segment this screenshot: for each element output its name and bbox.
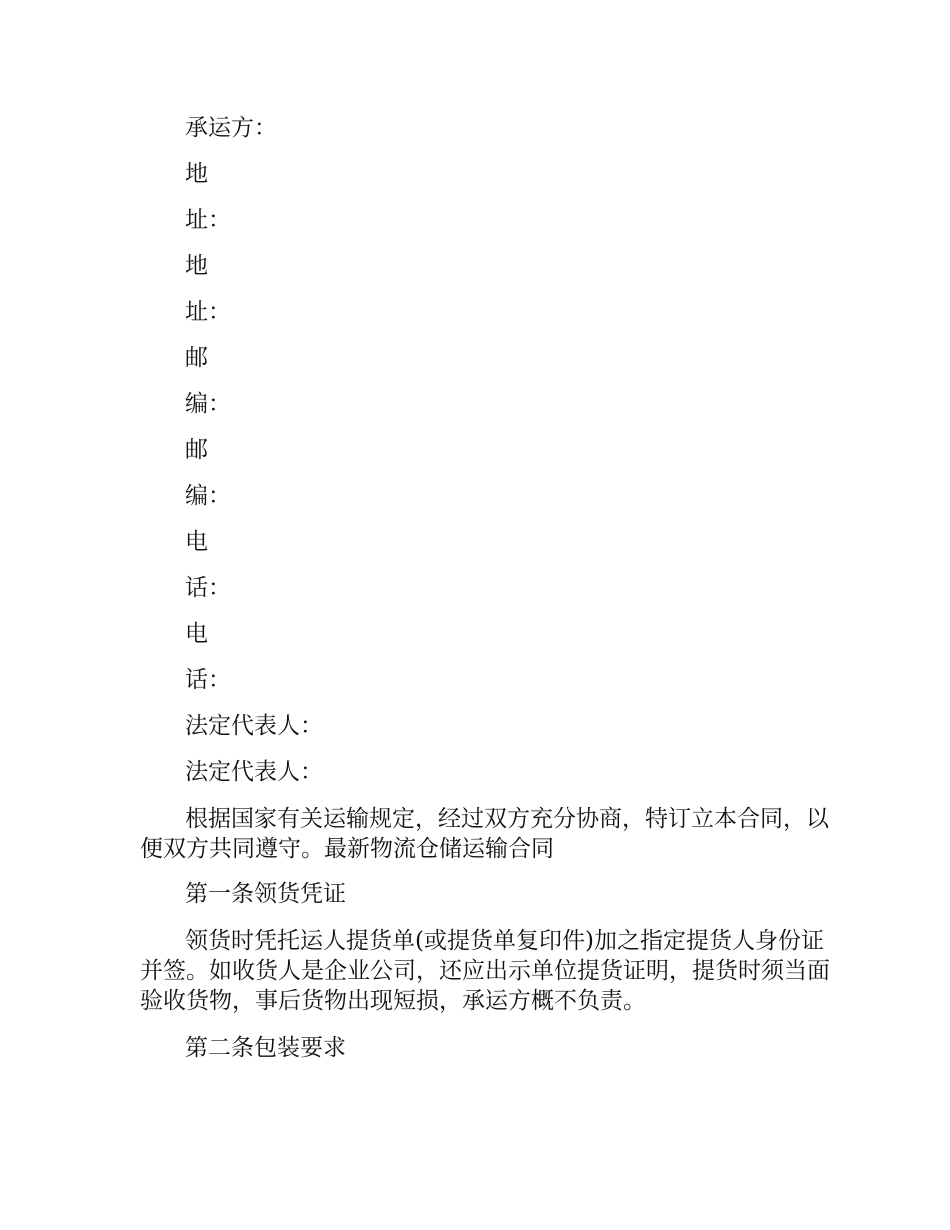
address-label-part1: 地 xyxy=(185,253,208,279)
legal-representative-label: 法定代表人： xyxy=(185,759,323,785)
address-label-part2: 址： xyxy=(185,207,231,233)
address-label-part1: 地 xyxy=(185,161,208,187)
phone-label-part1: 电 xyxy=(185,621,208,647)
postcode-label-part1: 邮 xyxy=(185,345,208,371)
postcode-label-part1: 邮 xyxy=(185,437,208,463)
postcode-label-part2: 编： xyxy=(185,483,231,509)
phone-label-part2: 话： xyxy=(185,575,231,601)
legal-representative-label: 法定代表人： xyxy=(185,713,323,739)
address-label-part2: 址： xyxy=(185,299,231,325)
article-1-body: 领货时凭托运人提货单(或提货单复印件)加之指定提货人身份证并签。如收货人是企业公司，还应出示单位提货证明，提货时须当面验收货物，事后货物出现短损，承运方概不负责。 xyxy=(140,928,830,1014)
article-2-title: 第二条包装要求 xyxy=(185,1035,346,1061)
phone-label-part2: 话： xyxy=(185,667,231,693)
postcode-label-part2: 编： xyxy=(185,391,231,417)
article-1-title: 第一条领货凭证 xyxy=(185,881,346,907)
carrier-label: 承运方： xyxy=(185,115,277,141)
intro-paragraph: 根据国家有关运输规定，经过双方充分协商，特订立本合同，以便双方共同遵守。最新物流仓储运输合同 xyxy=(140,806,829,862)
phone-label-part1: 电 xyxy=(185,529,208,555)
